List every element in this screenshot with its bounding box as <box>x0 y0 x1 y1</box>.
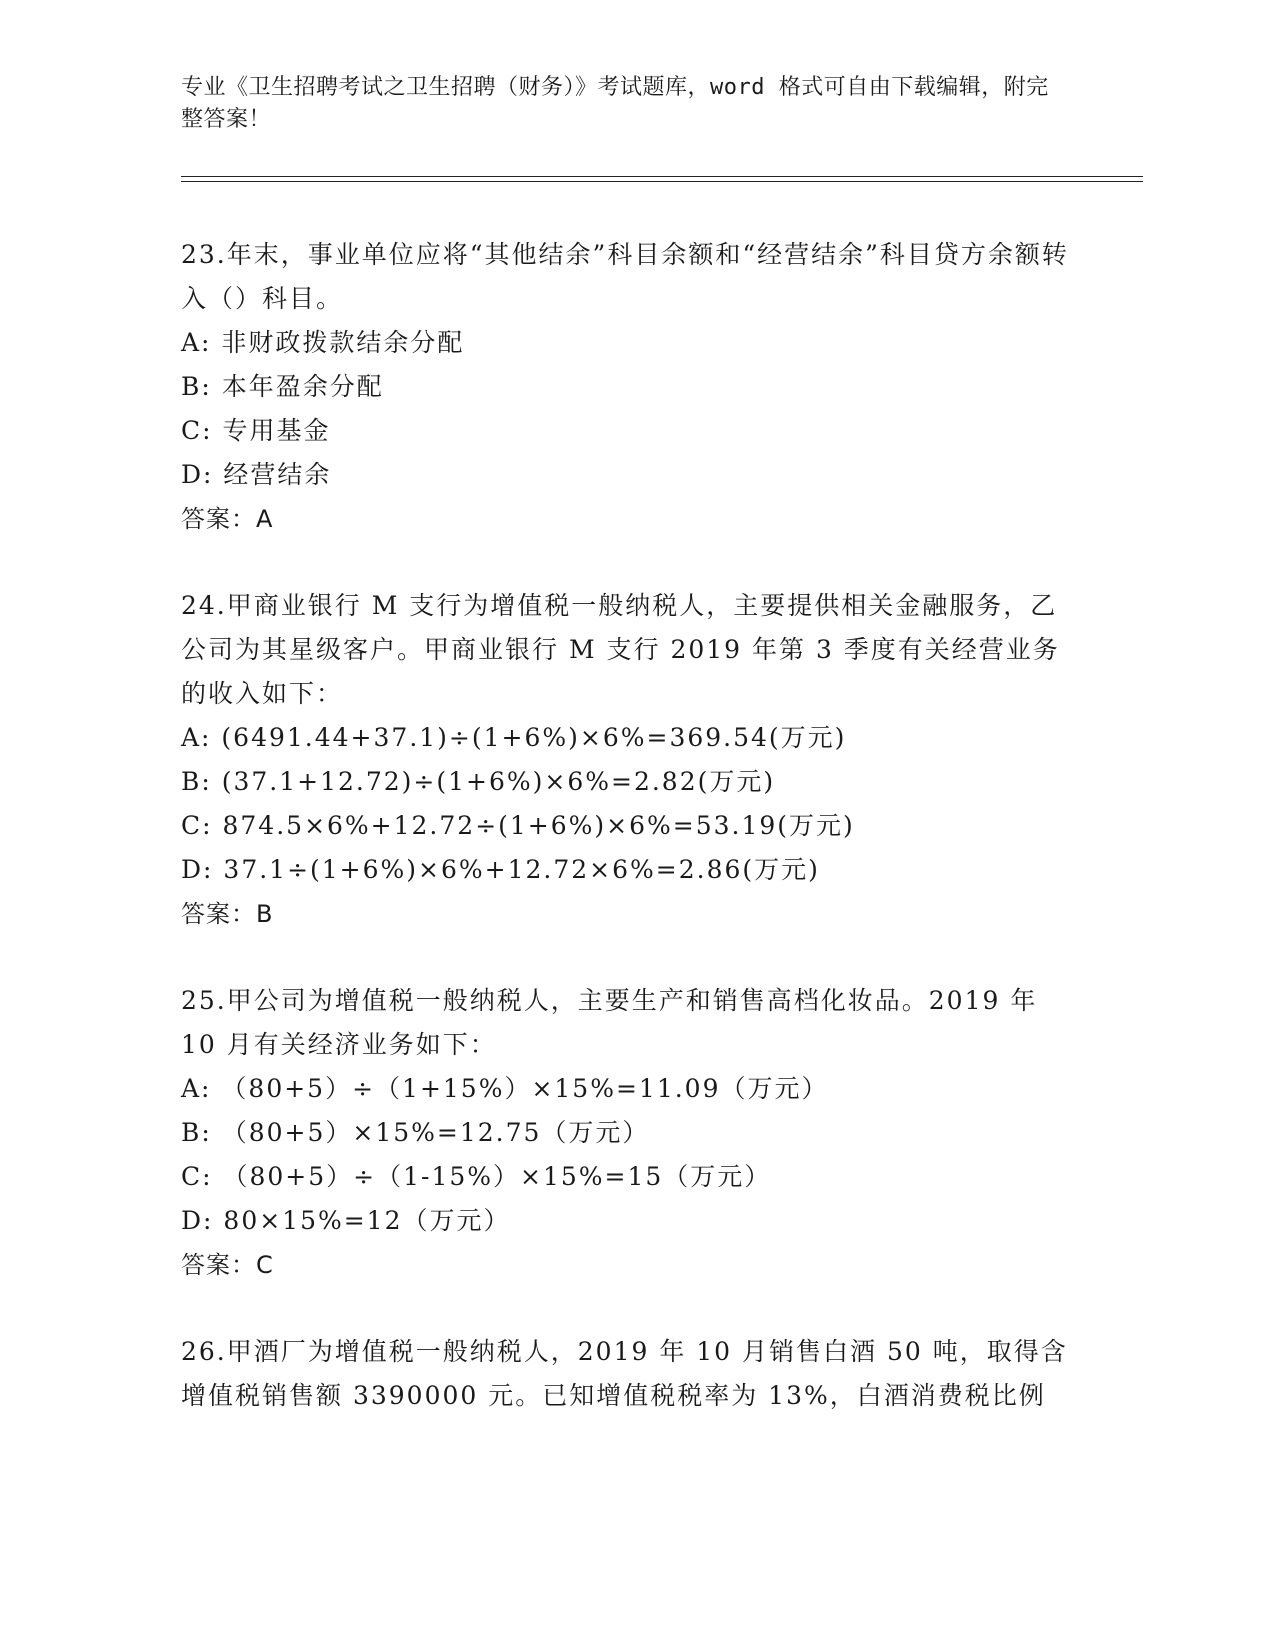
answer-label: 答案：B <box>181 900 274 928</box>
option-b: B: (37.1+12.72)÷(1+6%)×6%=2.82(万元) <box>181 767 776 796</box>
question-24 <box>181 584 1081 936</box>
option-c: C: （80+5）÷（1-15%）×15%=15（万元） <box>181 1162 772 1191</box>
answer-label: 答案：C <box>181 1251 274 1279</box>
option-d: D: 80×15%=12（万元） <box>181 1206 511 1235</box>
option-d: D: 37.1÷(1+6%)×6%+12.72×6%=2.86(万元) <box>181 855 820 884</box>
question-stem: 24.甲商业银行 M 支行为增值税一般纳税人，主要提供相关金融服务，乙公司为其星级客户。甲商业银行 M 支行 2019 年第 3 季度有关经营业务的收入如下： <box>181 591 1060 708</box>
header-divider-bottom <box>181 181 1143 182</box>
question-26 <box>181 1330 1081 1418</box>
question-stem: 26.甲酒厂为增值税一般纳税人，2019 年 10 月销售白酒 50 吨，取得含增值税销售额 3390000 元。已知增值税税率为 13%，白酒消费税比例 <box>181 1337 1068 1410</box>
question-25 <box>181 979 1081 1287</box>
question-23 <box>181 233 1081 541</box>
option-c: C: 专用基金 <box>181 416 331 445</box>
option-c: C: 874.5×6%+12.72÷(1+6%)×6%=53.19(万元) <box>181 811 855 840</box>
question-list <box>181 233 1081 1461</box>
option-a: A: 非财政拨款结余分配 <box>181 328 465 357</box>
option-a: A: （80+5）÷（1+15%）×15%=11.09（万元） <box>181 1074 829 1103</box>
header-divider-top <box>181 176 1143 177</box>
page-header: 专业《卫生招聘考试之卫生招聘（财务）》考试题库，word 格式可自由下载编辑，附完整答案！ <box>181 75 1049 132</box>
question-stem: 25.甲公司为增值税一般纳税人，主要生产和销售高档化妆品。2019 年 10 月有关经济业务如下： <box>181 986 1038 1059</box>
option-a: A: (6491.44+37.1)÷(1+6%)×6%=369.54(万元) <box>181 723 847 752</box>
option-b: B: （80+5）×15%=12.75（万元） <box>181 1118 650 1147</box>
answer-label: 答案：A <box>181 505 274 533</box>
question-stem: 23.年末，事业单位应将“其他结余”科目余额和“经营结余”科目贷方余额转入（）科目。 <box>181 240 1069 313</box>
option-b: B: 本年盈余分配 <box>181 372 384 401</box>
option-d: D: 经营结余 <box>181 460 332 489</box>
